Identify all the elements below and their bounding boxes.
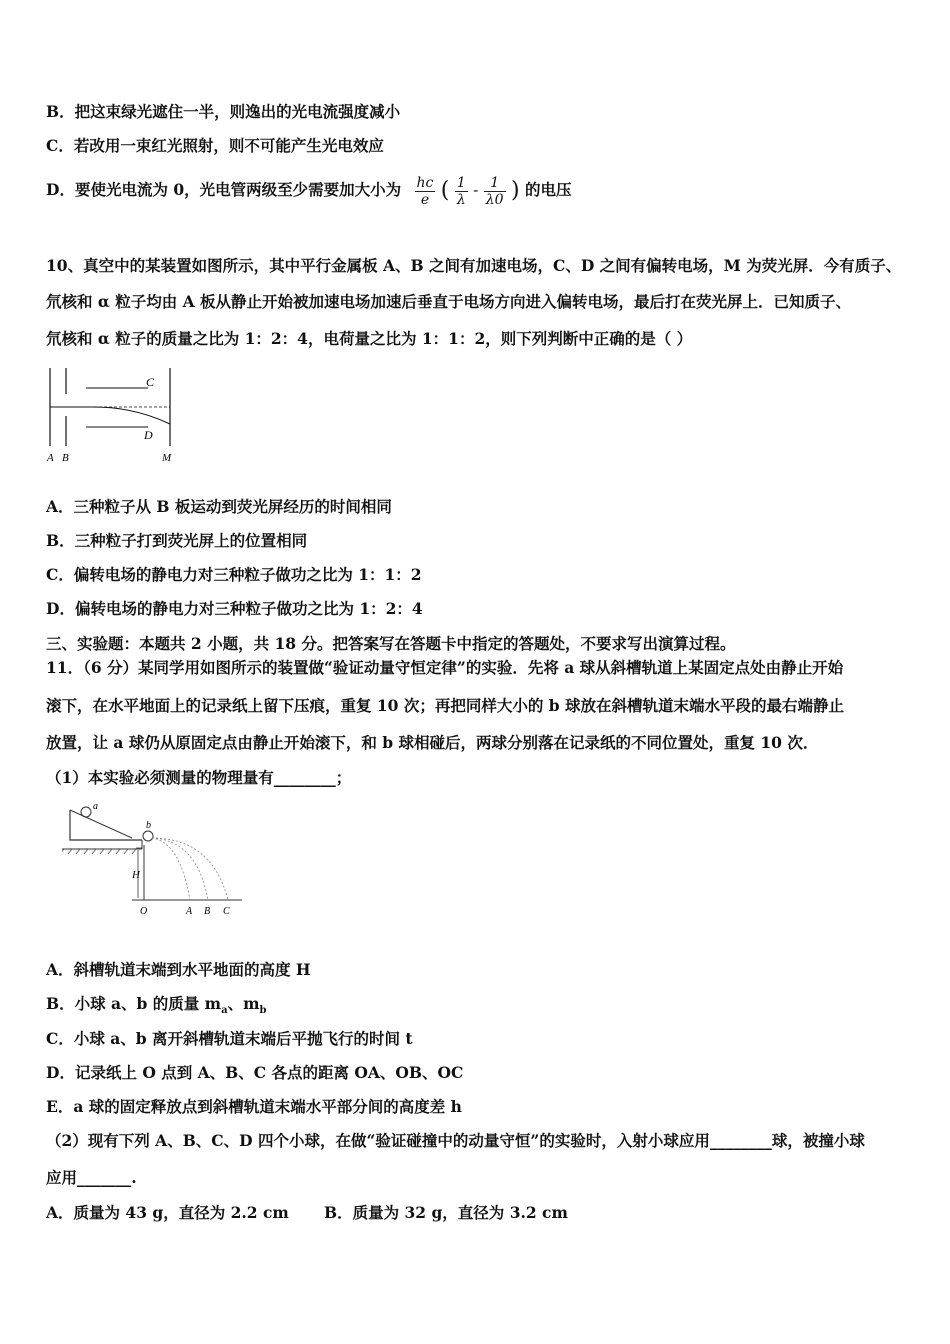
label-h: H [132,869,140,881]
q11-stem-line2: 滚下，在水平地面上的记录纸上留下压痕，重复 10 次；再把同样大小的 b 球放在斜槽轨道末端水平段的最右端静止 [46,696,844,715]
q11-option-b-sub-b: b [259,1005,267,1017]
q9-option-d-suffix: 的电压 [524,180,572,199]
q10-figure [44,364,184,466]
q11-option-e: E．a 球的固定释放点到斜槽轨道末端水平部分间的高度差 h [46,1097,462,1116]
formula-rparen: ) [510,178,520,203]
q9-option-d-prefix: D．要使光电流为 0，光电管两级至少需要加大小为 [46,180,402,199]
label-d: D [144,428,153,442]
formula-lparen: ( [440,178,450,203]
q10-option-c: C．偏转电场的静电力对三种粒子做功之比为 1：1：2 [46,565,422,584]
q10-option-d: D．偏转电场的静电力对三种粒子做功之比为 1：2：4 [46,599,423,618]
q11-part2-line2: 应用_______. [46,1168,137,1187]
q10-option-b: B．三种粒子打到荧光屏上的位置相同 [46,531,308,550]
q10-stem-line1: 10、真空中的某装置如图所示，其中平行金属板 A、B 之间有加速电场，C、D 之间有偏转电场，M 为荧光屏．今有质子、 [46,256,902,275]
formula-lambda0: λ0 [485,191,504,208]
q11-stem-line1: 11．（6 分）某同学用如图所示的装置做“验证动量守恒定律”的实验．先将 a 球从斜槽轨道上某固定点处由静止开始 [46,658,844,677]
q11-part1: （1）本实验必须测量的物理量有________； [46,768,352,787]
q10-stem-line3: 氘核和 α 粒子的质量之比为 1：2：4，电荷量之比为 1：1：2，则下列判断中正确的是（ ） [46,329,693,348]
q9-option-c: C．若改用一束红光照射，则不可能产生光电效应 [46,136,384,155]
q11-option-a: A．斜槽轨道末端到水平地面的高度 H [46,960,311,979]
label-pos-b: B [204,906,211,917]
label-m: M [162,452,172,464]
label-c: C [146,375,155,389]
label-ball-b: b [146,820,151,831]
q10-stem-line2: 氘核和 α 粒子均由 A 板从静止开始被加速电场加速后垂直于电场方向进入偏转电场，最后打在荧光屏上．已知质子、 [46,292,852,311]
q11-option-b [46,994,266,1021]
formula-minus: - [473,181,479,199]
q11-option-b-sub-a: a [221,1005,228,1017]
q11-option-c: C．小球 a、b 离开斜槽轨道末端后平抛飞行的时间 t [46,1029,413,1048]
formula-lambda: λ [456,191,466,208]
formula-one-b: 1 [484,175,506,192]
formula-hc: hc [416,174,434,191]
label-b: B [62,452,69,464]
q11-option-d: D．记录纸上 O 点到 A、B、C 各点的距离 OA、OB、OC [46,1063,464,1082]
q11-option-b-text: B．小球 a、b 的质量 m [46,994,222,1013]
formula-e: e [420,191,430,208]
label-pos-a: A [186,906,193,917]
section-heading: 三、实验题：本题共 2 小题，共 18 分。把答案写在答题卡中指定的答题处，不要求写出演算过程。 [46,634,736,653]
formula-one-a: 1 [456,174,466,191]
label-a: A [47,452,54,464]
q10-option-a: A．三种粒子从 B 板运动到荧光屏经历的时间相同 [46,497,392,516]
q11-part2-line1: （2）现有下列 A、B、C、D 四个小球，在做“验证碰撞中的动量守恒”的实验时，入射小球应用________球，被撞小球 [46,1131,865,1150]
q11-option-b-mid: 、m [227,994,260,1013]
q11-choice-a: A．质量为 43 g，直径为 2.2 cm [46,1203,289,1222]
q9-option-b: B．把这束绿光遮住一半，则逸出的光电流强度减小 [46,102,401,121]
q9-option-d [46,172,571,209]
q11-figure [62,800,252,920]
q11-choice-b: B．质量为 32 g，直径为 3.2 cm [324,1203,568,1222]
label-o: O [140,906,148,917]
label-pos-c: C [223,906,230,917]
q11-stem-line3: 放置，让 a 球仍从原固定点由静止开始滚下，和 b 球相碰后，两球分别落在记录纸的不同位置处，重复 10 次． [46,733,819,752]
label-ball-a: a [93,801,98,812]
